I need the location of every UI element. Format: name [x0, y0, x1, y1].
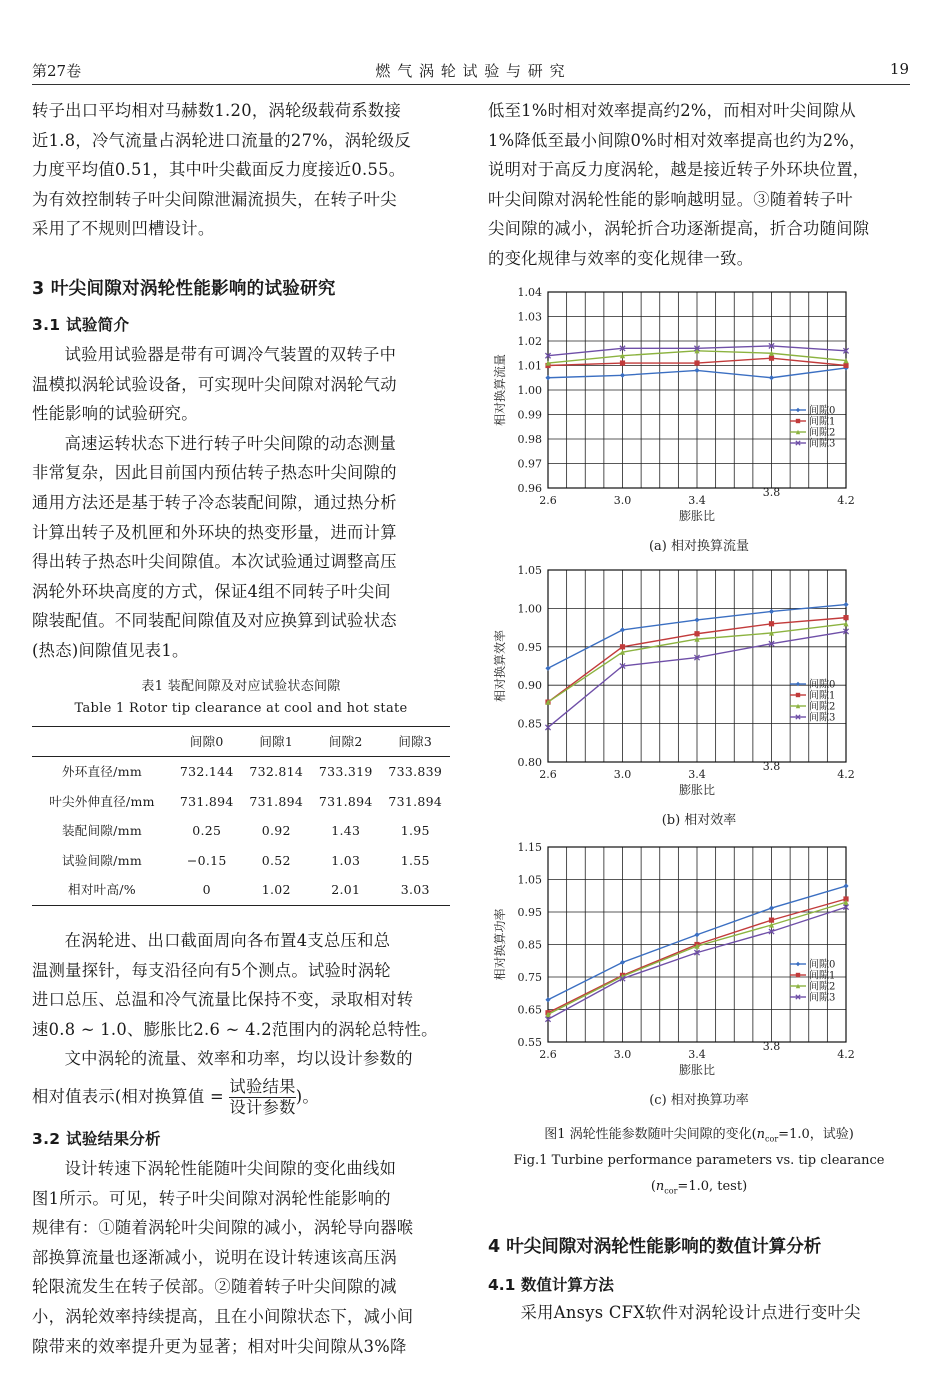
section-3-2-title: 3.2 试验结果分析 — [32, 1130, 161, 1149]
table-cell: 试验间隙/mm — [61, 852, 143, 868]
figure-caption-sub: cor — [765, 1134, 779, 1144]
text-line: 得出转子热态叶尖间隙值。本次试验通过调整高压 — [32, 552, 397, 572]
data-point — [694, 631, 699, 636]
data-point — [620, 960, 625, 965]
table-cell: 1.03 — [331, 852, 361, 868]
x-tick-label: 3.0 — [613, 768, 632, 781]
table-row — [32, 846, 450, 876]
data-point — [694, 360, 699, 365]
y-tick-label: 1.00 — [517, 602, 542, 616]
table-caption-en: Table 1 Rotor tip clearance at cool and hot state — [74, 700, 408, 716]
table-cell: 732.814 — [249, 764, 304, 780]
y-tick-label: 0.99 — [517, 408, 542, 422]
data-point — [620, 627, 625, 632]
data-point — [769, 621, 774, 626]
data-point — [796, 962, 800, 966]
data-point — [769, 918, 774, 923]
data-point — [796, 408, 800, 412]
table-caption-cn: 表1 装配间隙及对应试验状态间隙 — [141, 678, 341, 694]
text-line: (热态)间隙值见表1。 — [32, 640, 189, 660]
text-line: 的变化规律与效率的变化规律一致。 — [488, 248, 754, 268]
x-tick-label: 3.8 — [762, 760, 781, 773]
header-rule — [32, 84, 910, 85]
figure-caption-en-n: n — [655, 1179, 665, 1194]
table-cell: −0.15 — [186, 852, 227, 868]
text-line: 图1所示。可见，转子叶尖间隙对涡轮性能影响的 — [32, 1188, 391, 1208]
paragraph-3-2 — [32, 1154, 450, 1361]
text-line: 性能影响的试验研究。 — [32, 404, 198, 424]
text-line: 尖间隙的减小，涡轮折合功逐渐提高，折合功随间隙 — [488, 219, 870, 239]
table-cell: 733.839 — [388, 764, 443, 780]
table-row — [32, 787, 450, 817]
y-tick-label: 0.95 — [517, 640, 542, 654]
figure-caption-cn-post: =1.0，试验) — [778, 1127, 854, 1142]
y-tick-label: 1.05 — [517, 564, 542, 577]
data-point — [843, 602, 848, 607]
formula-line — [32, 1074, 450, 1120]
table-row — [32, 757, 450, 787]
text-line: 隙带来的效率提升更为显著；相对叶尖间隙从3%降 — [32, 1336, 407, 1356]
text-line: 在涡轮进、出口截面周向各布置4支总压和总 — [64, 931, 391, 951]
paragraph-intro — [32, 96, 450, 244]
figure-caption-en-sub: cor — [664, 1186, 678, 1196]
y-tick-label: 1.15 — [517, 841, 542, 854]
y-axis-label: 相对换算效率 — [493, 629, 507, 703]
data-point — [796, 693, 800, 697]
formula-prefix: 相对值表示(相对换算值 = — [32, 1087, 224, 1107]
legend-entry: 间隙0 — [809, 959, 836, 971]
paragraph-measurement — [32, 926, 450, 1044]
table-header-cell — [32, 726, 172, 757]
table-row — [32, 816, 450, 846]
data-point — [620, 644, 625, 649]
y-tick-label: 0.98 — [517, 433, 542, 446]
y-tick-label: 1.02 — [517, 335, 542, 348]
running-header-volume: 第27卷 — [32, 62, 82, 80]
section-4-1-title: 4.1 数值计算方法 — [488, 1276, 614, 1294]
x-axis-label: 膨胀比 — [678, 1063, 716, 1077]
text-line: 通用方法还是基于转子冷态装配间隙，通过热分析 — [32, 492, 397, 512]
figure-caption-en-post: =1.0, test) — [677, 1179, 748, 1194]
table-cell: 0.25 — [192, 823, 222, 839]
subfigure-caption: (b) 相对效率 — [661, 813, 737, 828]
text-line: 温模拟涡轮试验设备，可实现叶尖间隙对涡轮气动 — [32, 374, 397, 394]
data-point — [843, 615, 848, 620]
clearance-table — [32, 726, 450, 907]
x-axis-label: 膨胀比 — [678, 783, 716, 797]
data-point — [620, 373, 625, 378]
x-tick-label: 3.0 — [613, 494, 632, 507]
x-tick-label: 2.6 — [539, 1048, 557, 1061]
table-cell: 装配间隙/mm — [61, 823, 143, 839]
table-header-cell: 间隙1 — [259, 733, 294, 749]
y-tick-label: 0.85 — [517, 717, 542, 731]
data-point — [843, 883, 848, 888]
data-point — [843, 363, 848, 368]
table-cell: 1.02 — [261, 882, 291, 898]
text-line: 叶尖间隙对涡轮性能的影响越明显。③随着转子叶 — [488, 189, 853, 209]
y-tick-label: 0.85 — [517, 938, 542, 952]
y-tick-label: 1.05 — [517, 873, 542, 887]
x-tick-label: 4.2 — [837, 1048, 855, 1061]
data-point — [694, 932, 699, 937]
y-tick-label: 0.55 — [517, 1036, 542, 1049]
legend-entry: 间隙1 — [809, 416, 836, 428]
text-line: 非常复杂，因此目前国内预估转子热态叶尖间隙的 — [32, 463, 397, 483]
table-cell: 0 — [202, 882, 211, 898]
text-line: 说明对于高反力度涡轮，越是接近转子外环块位置， — [488, 160, 870, 180]
text-line: 设计转速下涡轮性能随叶尖间隙的变化曲线如 — [64, 1159, 397, 1179]
figure-caption-cn-pre: 图1 涡轮性能参数随叶尖间隙的变化( — [544, 1127, 757, 1142]
text-line: 小，涡轮效率持续提高，且在小间隙状态下，减小间 — [32, 1307, 414, 1326]
table-row — [32, 875, 450, 905]
text-line: 试验用试验器是带有可调冷气装置的双转子中 — [64, 344, 397, 364]
paragraph-3-1-b — [32, 429, 450, 666]
table-cell: 1.55 — [400, 852, 430, 868]
table-cell: 1.43 — [331, 823, 361, 839]
y-tick-label: 1.00 — [517, 384, 542, 397]
legend-entry: 间隙3 — [809, 438, 836, 450]
table-cell: 0.52 — [261, 852, 291, 868]
legend-entry: 间隙1 — [809, 690, 836, 702]
x-axis-label: 膨胀比 — [678, 509, 716, 523]
legend-entry: 间隙3 — [809, 712, 836, 724]
text-line: 隙装配值。不同装配间隙值及对应换算到试验状态 — [32, 611, 397, 631]
table-cell: 1.95 — [400, 823, 430, 839]
subfigure-caption: (a) 相对换算流量 — [648, 539, 750, 554]
paragraph-4-1: 采用Ansys CFX软件对涡轮设计点进行变叶尖 — [520, 1303, 861, 1322]
y-tick-label: 0.65 — [517, 1003, 542, 1017]
x-tick-label: 4.2 — [837, 768, 855, 781]
chart-relative-efficiency — [492, 564, 855, 828]
text-line: 1%降低至最小间隙0%时相对效率提高也约为2%， — [488, 130, 866, 150]
text-line: 力度平均值0.51，其中叶尖截面反力度接近0.55。 — [32, 160, 406, 180]
section-3-title: 3 叶尖间隙对涡轮性能影响的试验研究 — [32, 278, 336, 299]
text-line: 涡轮外环块高度的方式，保证4组不同转子叶尖间 — [32, 581, 391, 601]
data-point — [796, 973, 800, 977]
table-cell: 731.894 — [318, 793, 373, 809]
table-header-cell: 间隙2 — [328, 733, 363, 749]
formula-numerator: 试验结果 — [229, 1077, 296, 1097]
text-line: 低至1%时相对效率提高约2%，而相对叶尖间隙从 — [488, 101, 856, 120]
table-cell: 732.144 — [179, 764, 234, 780]
y-tick-label: 1.03 — [517, 310, 542, 324]
x-tick-label: 3.4 — [688, 1048, 706, 1061]
data-point — [545, 666, 550, 671]
right-column-top-text — [488, 96, 910, 274]
x-tick-label: 3.8 — [762, 1040, 781, 1053]
data-point — [769, 609, 774, 614]
x-tick-label: 3.8 — [762, 486, 781, 499]
text-line: 部换算流量也逐渐减小，说明在设计转速该高压涡 — [32, 1247, 397, 1267]
subfigure-caption: (c) 相对换算功率 — [649, 1093, 749, 1108]
section-4-title: 4 叶尖间隙对涡轮性能影响的数值计算分析 — [488, 1237, 822, 1257]
paragraph-relative: 文中涡轮的流量、效率和功率，均以设计参数的 — [64, 1049, 413, 1069]
table-header-row — [32, 726, 450, 757]
y-tick-label: 1.01 — [517, 359, 542, 373]
paragraph-3-1-a — [32, 340, 450, 429]
text-line: 规律有：①随着涡轮叶尖间隙的减小，涡轮导向器喉 — [32, 1218, 414, 1238]
legend-entry: 间隙0 — [809, 679, 836, 691]
data-point — [694, 617, 699, 622]
legend-entry: 间隙2 — [809, 427, 836, 439]
data-point — [796, 419, 800, 423]
text-line: 轮限流发生在转子侯部。②随着转子叶尖间隙的减 — [32, 1277, 397, 1297]
chart-relative-mass-flow — [492, 286, 855, 554]
data-point — [769, 375, 774, 380]
legend-entry: 间隙3 — [809, 992, 836, 1004]
x-tick-label: 2.6 — [539, 494, 557, 507]
figure-caption-en-line2: ($n_{cor}=1.0$, test) — [650, 1179, 748, 1196]
text-line: 进口总压、总温和冷气流量比保持不变，录取相对转 — [32, 990, 414, 1010]
y-tick-label: 0.80 — [517, 756, 542, 769]
y-tick-label: 0.90 — [517, 679, 542, 693]
legend-entry: 间隙0 — [809, 405, 836, 417]
table-cell: 0.92 — [261, 823, 291, 839]
x-tick-label: 4.2 — [837, 494, 855, 507]
table-header-cell: 间隙0 — [189, 733, 224, 749]
table-cell: 733.319 — [318, 764, 373, 780]
data-point — [545, 997, 550, 1002]
text-line: 近1.8，冷气流量占涡轮进口流量的27%，涡轮级反 — [32, 130, 411, 150]
table-cell: 731.894 — [249, 793, 304, 809]
y-tick-label: 0.75 — [517, 971, 542, 984]
data-point — [769, 906, 774, 911]
legend-entry: 间隙2 — [809, 981, 836, 993]
text-line: 速0.8 ~ 1.0、膨胀比2.6 ~ 4.2范围内的涡轮总特性。 — [32, 1019, 438, 1039]
legend-entry: 间隙1 — [809, 970, 836, 982]
table-cell: 731.894 — [388, 793, 443, 809]
section-3-1-title: 3.1 试验简介 — [32, 315, 130, 334]
table-header-cell: 间隙3 — [398, 733, 433, 749]
text-line: 转子出口平均相对马赫数1.20，涡轮级载荷系数接 — [32, 101, 402, 120]
table-cell: 2.01 — [331, 882, 361, 898]
table-cell: 外环直径/mm — [61, 764, 143, 780]
text-line: 温测量探针，每支沿径向有5个测点。试验时涡轮 — [32, 960, 391, 980]
legend-entry: 间隙2 — [809, 701, 836, 713]
table-cell: 叶尖外伸直径/mm — [49, 793, 155, 809]
chart-relative-power — [492, 841, 855, 1108]
y-tick-label: 0.95 — [517, 906, 542, 919]
left-column — [32, 96, 450, 1361]
running-header-journal: 燃 气 涡 轮 试 验 与 研 究 — [375, 62, 566, 80]
x-tick-label: 3.0 — [613, 1048, 632, 1061]
x-tick-label: 3.4 — [688, 494, 706, 507]
y-tick-label: 0.96 — [517, 482, 542, 495]
table-cell: 相对叶高/% — [68, 882, 136, 898]
y-axis-label: 相对换算功率 — [493, 908, 507, 981]
data-point — [769, 356, 774, 361]
x-tick-label: 3.4 — [688, 768, 706, 781]
figure-caption-en: Fig.1 Turbine performance parameters vs. tip clearance — [513, 1153, 885, 1168]
data-point — [620, 360, 625, 365]
y-axis-label: 相对换算流量 — [493, 353, 507, 427]
figure-1 — [488, 282, 910, 1382]
page-number: 19 — [889, 60, 909, 78]
text-line: 为有效控制转子叶尖间隙泄漏流损失，在转子叶尖 — [32, 189, 397, 209]
text-line: 高速运转状态下进行转子叶尖间隙的动态测量 — [64, 433, 397, 453]
text-line: 采用了不规则凹槽设计。 — [32, 219, 215, 239]
formula-denominator: 设计参数 — [229, 1098, 296, 1118]
y-tick-label: 0.97 — [517, 457, 542, 471]
x-tick-label: 2.6 — [539, 768, 557, 781]
y-tick-label: 1.04 — [517, 286, 542, 299]
formula-suffix: )。 — [295, 1087, 319, 1107]
figure-caption-n: n — [756, 1127, 766, 1142]
formula-fraction — [229, 1077, 295, 1118]
data-point — [694, 368, 699, 373]
table-cell: 3.03 — [400, 882, 430, 898]
text-line: 计算出转子及机匣和外环块的热变形量，进而计算 — [32, 522, 397, 542]
data-point — [545, 375, 550, 380]
table-cell: 731.894 — [179, 793, 234, 809]
